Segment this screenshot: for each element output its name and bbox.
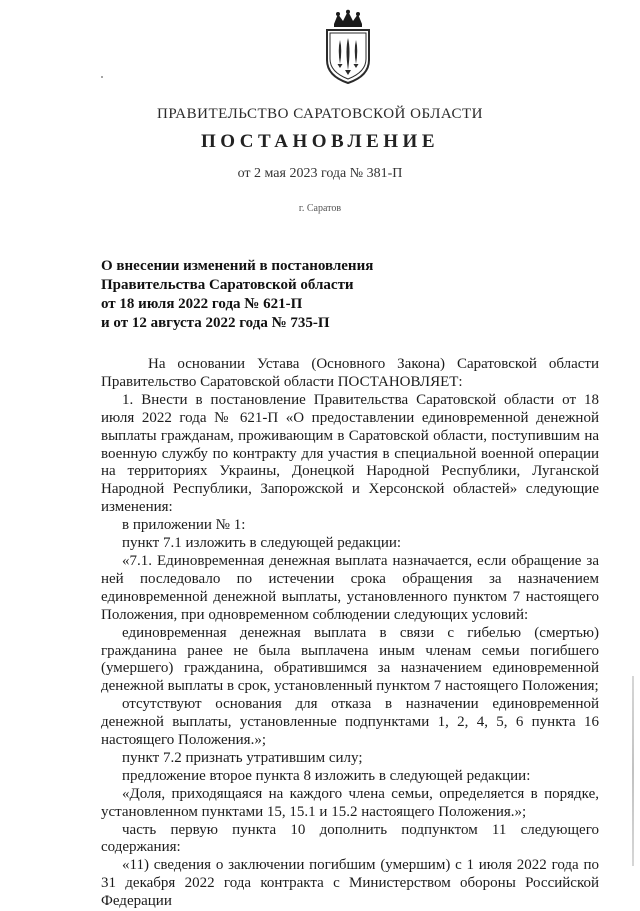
body-paragraph: 1. Внести в постановление Правительства Саратовской области от 18 июля 2022 года № 621-П «О предоставлении единовременной денежной выплаты гражданам, проживающим в Саратовской области, поступившим на военную службу по контракту для участия в специальной военной операции на территориях Украины, Донецкой Народной Республики, Луганской Народной Республики, Запорожской и Херсонской областей» следующие изменения: <box>101 391 599 516</box>
body-paragraph: На основании Устава (Основного Закона) Саратовской области Правительство Саратовской области ПОСТАНОВЛЯЕТ: <box>101 356 599 390</box>
document-city: г. Саратов <box>298 203 342 214</box>
body-paragraph: «11) сведения о заключении погибшим (умершим) с 1 июля 2022 года по 31 декабря 2022 года контракта с Министерством обороны Российской Федерации <box>101 857 599 910</box>
document-date-number: от 2 мая 2023 года № 381-П <box>237 166 403 181</box>
body-paragraph: в приложении № 1: <box>122 517 246 534</box>
body-paragraph: часть первую пункта 10 дополнить подпунктом 11 следующего содержания: <box>101 821 599 856</box>
body-paragraph: пункт 7.2 признать утратившим силу; <box>122 749 363 766</box>
body-paragraph: единовременная денежная выплата в связи с гибелью (смертью) гражданина ранее не была выплачена иным членам семьи погибшего (умершего) гражданина, обратившимся за назначением единовременной денежной выплаты в срок, установленный пунктом 7 настоящего Положения; <box>101 624 599 695</box>
saratov-coat-of-arms-icon <box>318 10 378 84</box>
document-body <box>101 356 599 910</box>
subject-line: и от 12 августа 2022 года № 735-П <box>101 315 330 331</box>
subject-line: от 18 июля 2022 года № 621-П <box>101 296 303 312</box>
body-paragraph: «Доля, приходящаяся на каждого члена семьи, определяется в порядке, установленном пунктами 15, 15.1 и 15.2 настоящего Положения.»; <box>101 785 599 820</box>
scan-edge-mark <box>632 676 634 866</box>
document-title: ПОСТАНОВЛЕНИЕ <box>200 131 440 152</box>
body-paragraph: отсутствуют основания для отказа в назначении единовременной денежной выплаты, установленные подпунктами 1, 2, 4, 5, 6 пункта 16 настоящего Положения.»; <box>101 696 599 749</box>
document-subject <box>101 257 461 333</box>
subject-line: О внесении изменений в постановления <box>101 258 374 274</box>
scan-speck <box>101 76 103 78</box>
body-paragraph: предложение второе пункта 8 изложить в следующей редакции: <box>122 767 531 784</box>
subject-line: Правительства Саратовской области <box>101 277 354 293</box>
body-paragraph: пункт 7.1 изложить в следующей редакции: <box>122 535 402 552</box>
body-paragraph: «7.1. Единовременная денежная выплата назначается, если обращение за ней последовало по истечении срока обращения за назначением единовременной денежной выплаты, установленного пунктом 7 настоящего Положения, при одновременном соблюдении следующих условий: <box>101 552 599 623</box>
government-name: ПРАВИТЕЛЬСТВО САРАТОВСКОЙ ОБЛАСТИ <box>157 106 483 122</box>
